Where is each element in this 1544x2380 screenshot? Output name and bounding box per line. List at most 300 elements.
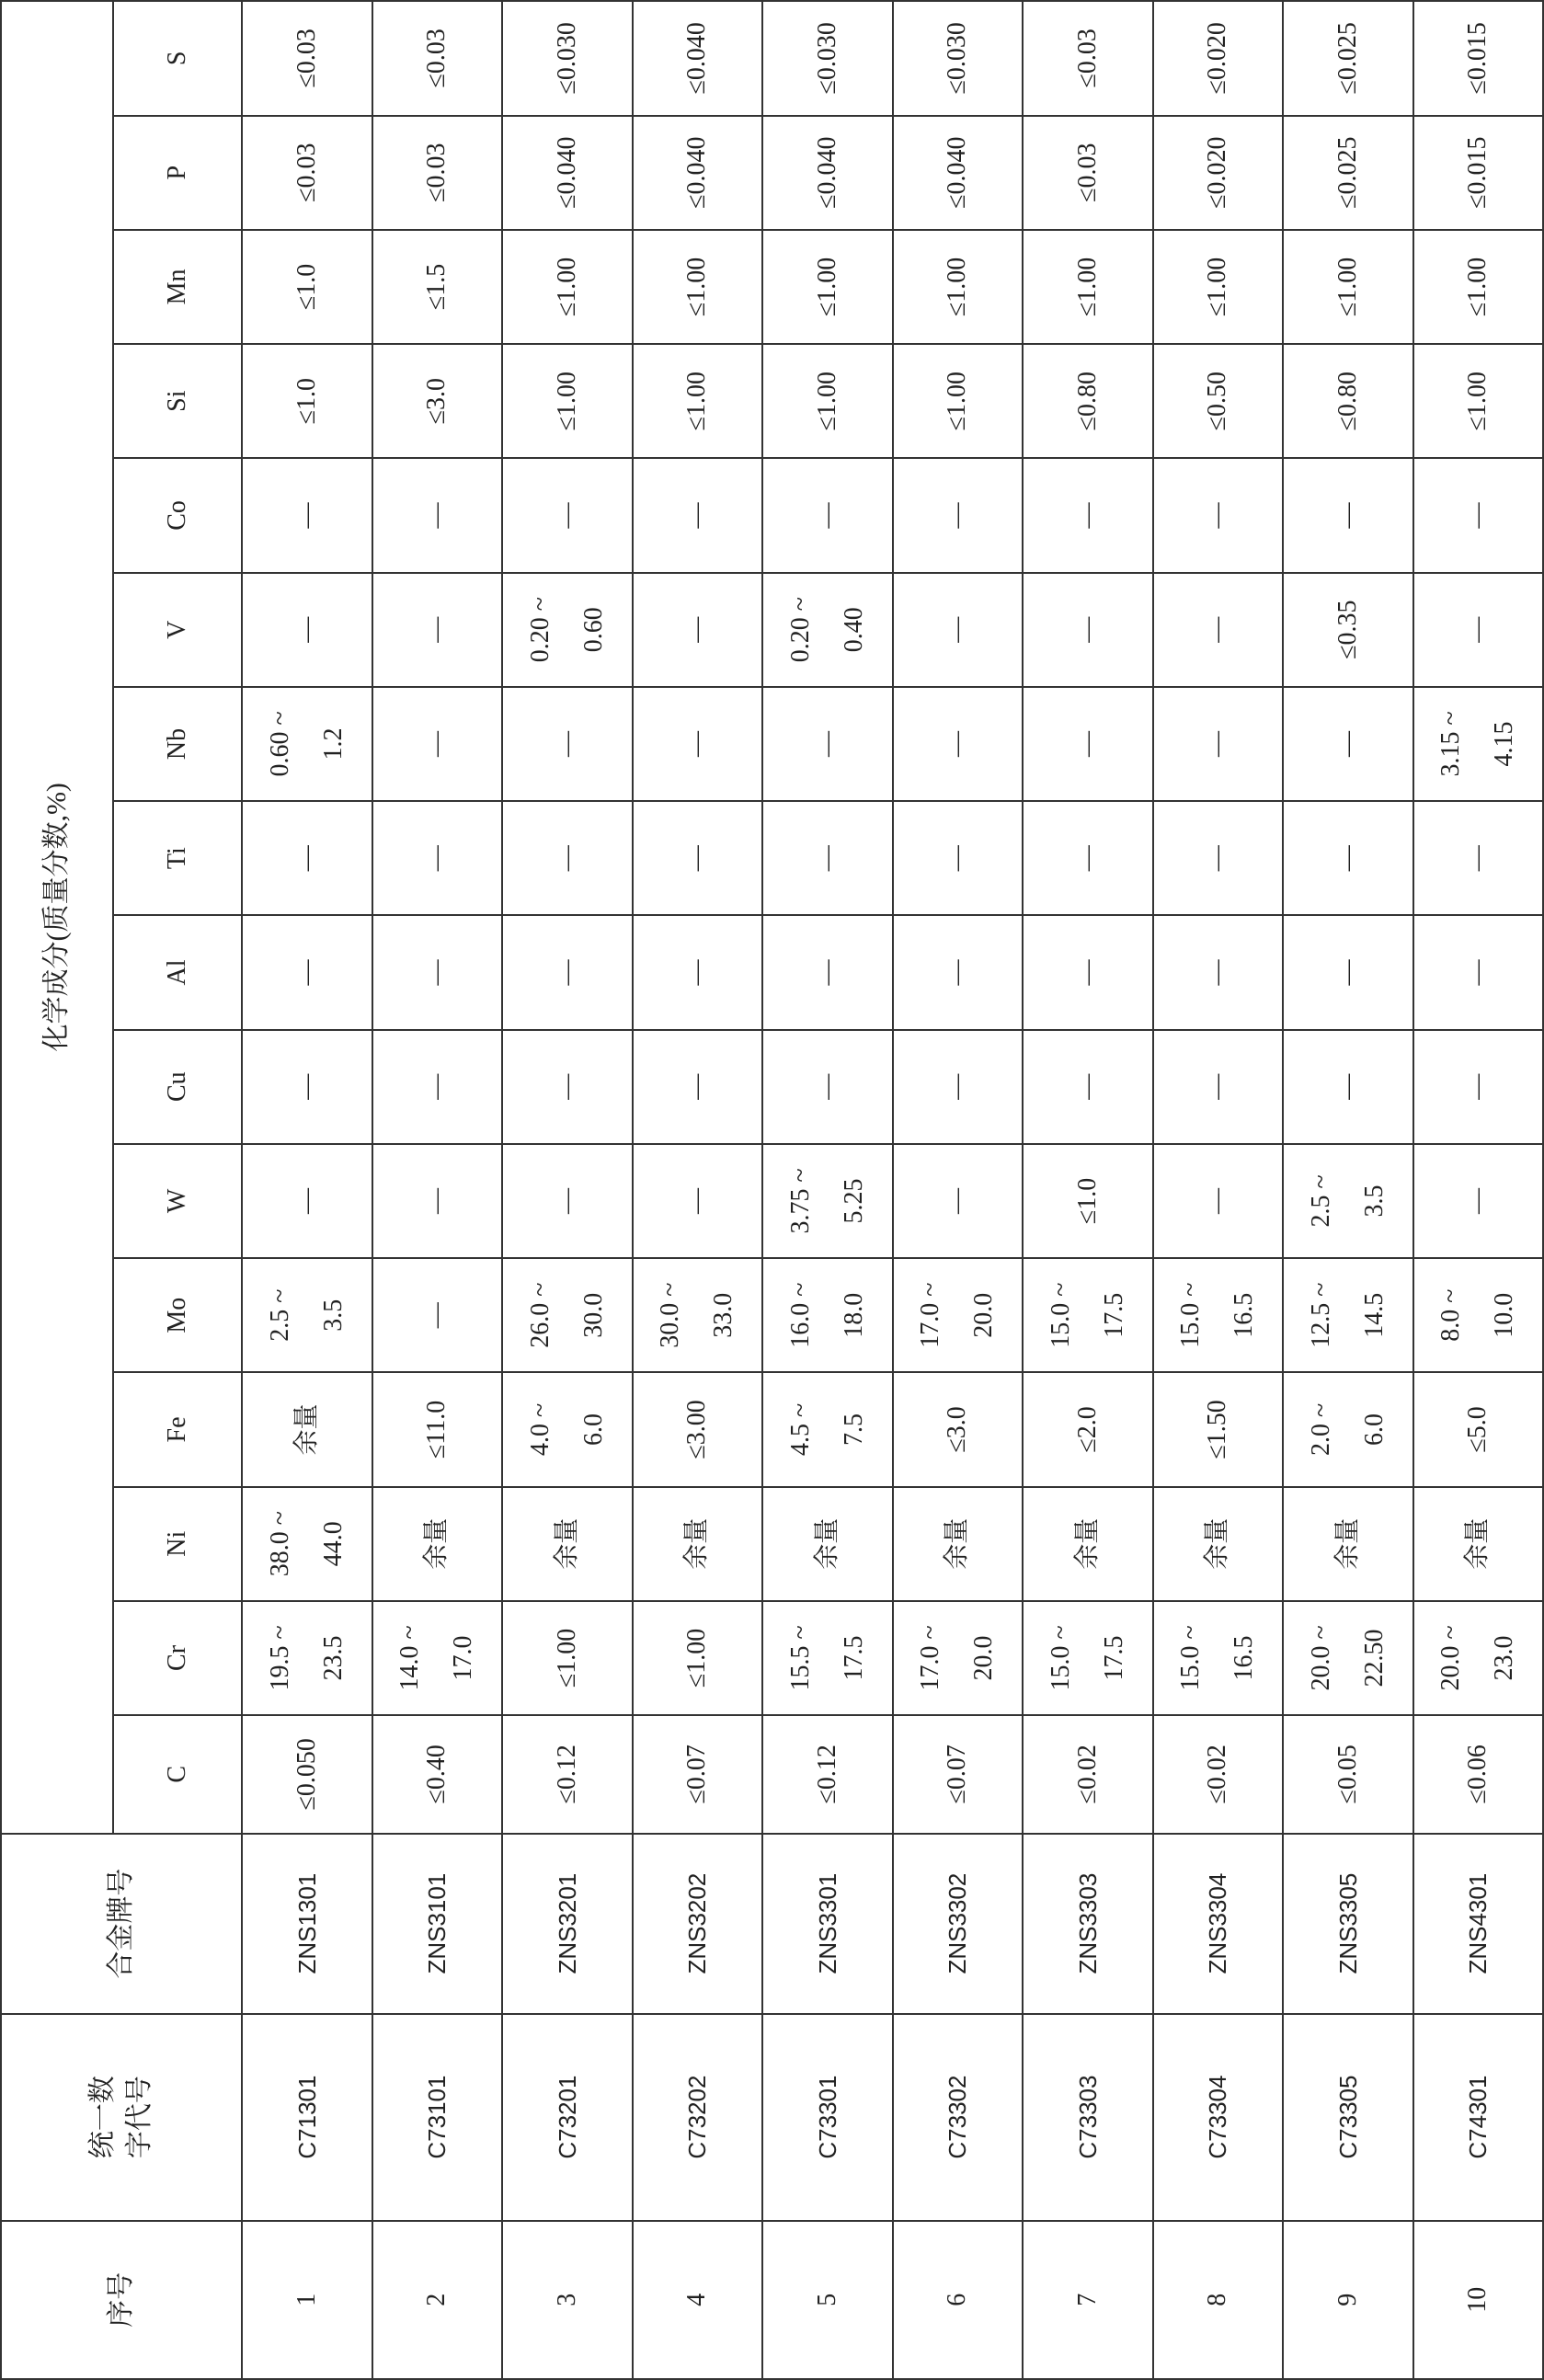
- cell-value: ≤0.50: [1203, 372, 1232, 431]
- cell-nb: [372, 687, 503, 801]
- cell-value: —: [943, 959, 972, 986]
- cell-value: ≤0.050: [292, 1738, 321, 1811]
- cell-value: ≤1.00: [1463, 257, 1493, 317]
- cell-mn: [1023, 230, 1153, 344]
- cell-value: 17.0: [449, 1635, 478, 1681]
- cell-value: 0.20 ~: [525, 597, 555, 663]
- cell-value: 22.50: [1359, 1629, 1389, 1688]
- cell-al: [1023, 915, 1153, 1029]
- cell-al: [1153, 915, 1284, 1029]
- cell-p: [1413, 116, 1544, 230]
- row-seq: 6: [893, 2221, 1024, 2379]
- row-seq: 10: [1413, 2221, 1544, 2379]
- cell-value: ≤1.00: [812, 257, 841, 317]
- cell-si: [762, 344, 893, 458]
- row-seq: 7: [1023, 2221, 1153, 2379]
- cell-v: [1283, 573, 1413, 687]
- cell-value: —: [1203, 845, 1232, 872]
- cell-nb: [1023, 687, 1153, 801]
- cell-value: —: [812, 730, 841, 757]
- cell-value: 3.75 ~: [785, 1168, 815, 1234]
- cell-mn: [502, 230, 633, 344]
- cell-ti: [1413, 801, 1544, 915]
- cell-value: —: [422, 1187, 452, 1214]
- table-row: [502, 1, 633, 2379]
- cell-mn: [1283, 230, 1413, 344]
- cell-value: ≤0.03: [292, 29, 321, 88]
- cell-value: 17.0 ~: [916, 1625, 945, 1691]
- cell-fe: [242, 1372, 372, 1486]
- cell-value: —: [1072, 502, 1102, 529]
- cell-ni: [502, 1487, 633, 1601]
- cell-value: 10.0: [1490, 1292, 1519, 1338]
- cell-w: [502, 1144, 633, 1258]
- cell-nb: [242, 687, 372, 801]
- cell-value: —: [1203, 616, 1232, 643]
- cell-value: 余量: [812, 1517, 841, 1570]
- header-element-ni: Ni: [113, 1487, 242, 1601]
- cell-value: —: [1203, 502, 1232, 529]
- cell-value: —: [552, 1073, 581, 1100]
- cell-mo: [1283, 1258, 1413, 1372]
- cell-value: —: [682, 1073, 712, 1100]
- cell-al: [242, 915, 372, 1029]
- cell-value: 余量: [682, 1517, 712, 1570]
- cell-value: ≤0.020: [1203, 22, 1232, 95]
- cell-co: [242, 458, 372, 572]
- header-element-ti: Ti: [113, 801, 242, 915]
- header-seq: 序号: [1, 2221, 242, 2379]
- cell-value: 26.0 ~: [525, 1282, 555, 1348]
- cell-s: [1023, 1, 1153, 116]
- cell-co: [1413, 458, 1544, 572]
- cell-value: 20.0 ~: [1436, 1625, 1466, 1691]
- cell-s: [633, 1, 763, 116]
- cell-value: 15.0 ~: [1046, 1282, 1075, 1348]
- cell-w: [893, 1144, 1024, 1258]
- cell-mn: [633, 230, 763, 344]
- row-grade: ZNS3304: [1153, 1834, 1284, 2014]
- cell-value: ≤1.00: [1463, 372, 1493, 431]
- cell-cr: [893, 1601, 1024, 1715]
- header-element-p: P: [113, 116, 242, 230]
- cell-s: [1413, 1, 1544, 116]
- row-code: C73202: [633, 2014, 763, 2221]
- cell-value: —: [422, 1073, 452, 1100]
- header-code-line: 字代号: [124, 2076, 154, 2159]
- cell-value: ≤11.0: [422, 1400, 452, 1459]
- cell-value: 2.5 ~: [1306, 1174, 1335, 1228]
- cell-value: 33.0: [709, 1292, 738, 1338]
- cell-al: [762, 915, 893, 1029]
- cell-value: ≤0.07: [682, 1745, 712, 1804]
- cell-value: —: [1463, 502, 1493, 529]
- cell-ni: [1413, 1487, 1544, 1601]
- cell-cu: [1023, 1030, 1153, 1144]
- cell-value: 0.20 ~: [785, 597, 815, 663]
- cell-value: —: [682, 730, 712, 757]
- row-seq: 1: [242, 2221, 372, 2379]
- cell-value: —: [422, 730, 452, 757]
- cell-value: ≤0.015: [1463, 136, 1493, 209]
- cell-cu: [762, 1030, 893, 1144]
- cell-value: 18.0: [839, 1292, 868, 1338]
- table-row: [1153, 1, 1284, 2379]
- cell-value: —: [1332, 730, 1362, 757]
- cell-value: 余量: [422, 1517, 452, 1570]
- cell-value: 15.0 ~: [1176, 1282, 1206, 1348]
- cell-al: [372, 915, 503, 1029]
- cell-co: [502, 458, 633, 572]
- header-element-w: W: [113, 1144, 242, 1258]
- cell-value: 0.60: [578, 607, 608, 653]
- cell-value: ≤1.0: [292, 263, 321, 311]
- cell-mo: [502, 1258, 633, 1372]
- cell-value: 38.0 ~: [265, 1511, 294, 1577]
- cell-value: —: [1203, 730, 1232, 757]
- header-element-co: Co: [113, 458, 242, 572]
- cell-mo: [893, 1258, 1024, 1372]
- cell-value: ≤0.030: [552, 22, 581, 95]
- cell-value: ≤5.0: [1463, 1406, 1493, 1453]
- cell-value: —: [422, 845, 452, 872]
- cell-ni: [1023, 1487, 1153, 1601]
- table-row: [1413, 1, 1544, 2379]
- cell-v: [502, 573, 633, 687]
- cell-value: 1.2: [318, 727, 348, 761]
- row-seq: 2: [372, 2221, 503, 2379]
- cell-value: 14.5: [1359, 1292, 1389, 1338]
- row-code: C71301: [242, 2014, 372, 2221]
- cell-p: [1283, 116, 1413, 230]
- cell-cu: [242, 1030, 372, 1144]
- cell-value: —: [292, 845, 321, 872]
- row-grade: ZNS4301: [1413, 1834, 1544, 2014]
- cell-fe: [372, 1372, 503, 1486]
- cell-value: ≤3.0: [422, 378, 452, 425]
- cell-si: [372, 344, 503, 458]
- cell-value: 16.5: [1229, 1635, 1259, 1681]
- cell-v: [1413, 573, 1544, 687]
- cell-p: [1023, 116, 1153, 230]
- cell-ti: [633, 801, 763, 915]
- cell-nb: [502, 687, 633, 801]
- header-grade: 合金牌号: [1, 1834, 242, 2014]
- cell-value: ≤1.00: [682, 257, 712, 317]
- cell-value: 5.25: [839, 1178, 868, 1224]
- table-row: [242, 1, 372, 2379]
- cell-fe: [1153, 1372, 1284, 1486]
- cell-fe: [1283, 1372, 1413, 1486]
- cell-si: [1023, 344, 1153, 458]
- cell-v: [1023, 573, 1153, 687]
- header-element-cu: Cu: [113, 1030, 242, 1144]
- row-grade: ZNS3302: [893, 1834, 1024, 2014]
- cell-v: [372, 573, 503, 687]
- cell-value: —: [422, 502, 452, 529]
- cell-value: 20.0 ~: [1306, 1625, 1335, 1691]
- cell-value: ≤0.040: [943, 136, 972, 209]
- cell-value: —: [292, 959, 321, 986]
- cell-value: ≤1.00: [552, 257, 581, 317]
- cell-s: [502, 1, 633, 116]
- cell-value: ≤0.35: [1332, 600, 1362, 659]
- cell-cr: [762, 1601, 893, 1715]
- cell-ni: [242, 1487, 372, 1601]
- cell-mo: [762, 1258, 893, 1372]
- row-code: C73302: [893, 2014, 1024, 2221]
- cell-value: ≤0.02: [1203, 1745, 1232, 1804]
- row-seq: 5: [762, 2221, 893, 2379]
- cell-value: 3.5: [318, 1299, 348, 1332]
- cell-value: 0.40: [839, 607, 868, 653]
- cell-cr: [242, 1601, 372, 1715]
- cell-value: —: [943, 730, 972, 757]
- cell-value: ≤0.025: [1332, 22, 1362, 95]
- cell-w: [633, 1144, 763, 1258]
- cell-ti: [1283, 801, 1413, 915]
- row-grade: ZNS1301: [242, 1834, 372, 2014]
- cell-value: —: [292, 1073, 321, 1100]
- cell-value: —: [682, 845, 712, 872]
- row-grade: ZNS3303: [1023, 1834, 1153, 2014]
- cell-si: [893, 344, 1024, 458]
- cell-p: [893, 116, 1024, 230]
- cell-ni: [762, 1487, 893, 1601]
- cell-value: 23.0: [1490, 1635, 1519, 1681]
- cell-value: —: [1072, 845, 1102, 872]
- header-element-v: V: [113, 573, 242, 687]
- cell-value: —: [943, 502, 972, 529]
- cell-cr: [502, 1601, 633, 1715]
- cell-value: —: [812, 959, 841, 986]
- row-code: C73304: [1153, 2014, 1284, 2221]
- cell-co: [1023, 458, 1153, 572]
- cell-value: ≤0.03: [1072, 143, 1102, 202]
- cell-ti: [1023, 801, 1153, 915]
- cell-value: —: [422, 616, 452, 643]
- cell-cr: [1023, 1601, 1153, 1715]
- cell-ti: [372, 801, 503, 915]
- cell-value: 2.0 ~: [1306, 1402, 1335, 1457]
- cell-value: 30.0: [578, 1292, 608, 1338]
- cell-co: [372, 458, 503, 572]
- cell-si: [633, 344, 763, 458]
- cell-p: [242, 116, 372, 230]
- cell-value: ≤0.030: [812, 22, 841, 95]
- cell-value: ≤0.03: [422, 29, 452, 88]
- cell-value: 6.0: [1359, 1413, 1389, 1446]
- cell-c: [893, 1715, 1024, 1834]
- cell-value: 余量: [1072, 1517, 1102, 1570]
- cell-value: —: [552, 1187, 581, 1214]
- cell-value: ≤0.80: [1332, 372, 1362, 431]
- cell-value: ≤3.0: [943, 1406, 972, 1453]
- cell-mn: [1153, 230, 1284, 344]
- cell-fe: [1023, 1372, 1153, 1486]
- cell-cu: [1283, 1030, 1413, 1144]
- cell-value: 44.0: [318, 1521, 348, 1567]
- cell-value: ≤1.0: [1072, 1177, 1102, 1225]
- table-row: [762, 1, 893, 2379]
- cell-value: 余量: [1203, 1517, 1232, 1570]
- cell-value: ≤3.00: [682, 1400, 712, 1459]
- cell-value: —: [1463, 959, 1493, 986]
- cell-value: 0.60 ~: [265, 711, 294, 777]
- cell-value: ≤0.040: [812, 136, 841, 209]
- cell-ti: [893, 801, 1024, 915]
- cell-value: —: [1203, 1073, 1232, 1100]
- header-element-al: Al: [113, 915, 242, 1029]
- cell-value: ≤0.040: [682, 22, 712, 95]
- cell-mn: [372, 230, 503, 344]
- cell-value: —: [1072, 730, 1102, 757]
- cell-value: —: [292, 616, 321, 643]
- cell-value: —: [682, 1187, 712, 1214]
- cell-c: [633, 1715, 763, 1834]
- header-element-si: Si: [113, 344, 242, 458]
- cell-value: 17.0 ~: [916, 1282, 945, 1348]
- cell-value: 4.0 ~: [525, 1402, 555, 1457]
- cell-value: —: [292, 1187, 321, 1214]
- row-grade: ZNS3305: [1283, 1834, 1413, 2014]
- cell-al: [1413, 915, 1544, 1029]
- cell-p: [762, 116, 893, 230]
- cell-c: [1023, 1715, 1153, 1834]
- cell-mn: [242, 230, 372, 344]
- cell-value: —: [552, 959, 581, 986]
- cell-w: [1023, 1144, 1153, 1258]
- cell-value: —: [1072, 1073, 1102, 1100]
- cell-mo: [1023, 1258, 1153, 1372]
- header-element-s: S: [113, 1, 242, 116]
- cell-value: 15.0 ~: [1046, 1625, 1075, 1691]
- cell-nb: [1413, 687, 1544, 801]
- cell-p: [1153, 116, 1284, 230]
- cell-value: ≤0.80: [1072, 372, 1102, 431]
- cell-value: 2.5 ~: [265, 1288, 294, 1342]
- cell-value: ≤2.0: [1072, 1406, 1102, 1453]
- cell-value: 20.0: [969, 1635, 999, 1681]
- cell-value: ≤1.00: [943, 372, 972, 431]
- cell-c: [372, 1715, 503, 1834]
- cell-value: ≤0.40: [422, 1745, 452, 1804]
- cell-cu: [633, 1030, 763, 1144]
- row-code: C73301: [762, 2014, 893, 2221]
- cell-mo: [372, 1258, 503, 1372]
- cell-value: ≤1.00: [682, 372, 712, 431]
- cell-cu: [1413, 1030, 1544, 1144]
- header-element-nb: Nb: [113, 687, 242, 801]
- cell-value: —: [1332, 959, 1362, 986]
- cell-value: 6.0: [578, 1413, 608, 1446]
- cell-value: —: [943, 1187, 972, 1214]
- cell-value: —: [292, 502, 321, 529]
- cell-value: —: [1463, 845, 1493, 872]
- cell-value: 20.0: [969, 1292, 999, 1338]
- row-code: C73303: [1023, 2014, 1153, 2221]
- header-element-fe: Fe: [113, 1372, 242, 1486]
- cell-al: [502, 915, 633, 1029]
- header-element-c: C: [113, 1715, 242, 1834]
- cell-ti: [242, 801, 372, 915]
- cell-c: [1153, 1715, 1284, 1834]
- cell-value: —: [943, 845, 972, 872]
- cell-cr: [633, 1601, 763, 1715]
- cell-c: [762, 1715, 893, 1834]
- cell-value: ≤1.00: [943, 257, 972, 317]
- cell-value: ≤1.00: [552, 372, 581, 431]
- cell-w: [1413, 1144, 1544, 1258]
- cell-si: [502, 344, 633, 458]
- cell-value: ≤1.50: [1203, 1400, 1232, 1459]
- cell-c: [502, 1715, 633, 1834]
- cell-co: [762, 458, 893, 572]
- cell-mn: [893, 230, 1024, 344]
- cell-fe: [893, 1372, 1024, 1486]
- cell-si: [1413, 344, 1544, 458]
- cell-c: [1283, 1715, 1413, 1834]
- cell-si: [242, 344, 372, 458]
- table-body: [242, 1, 1543, 2379]
- cell-v: [1153, 573, 1284, 687]
- header-element-mo: Mo: [113, 1258, 242, 1372]
- cell-v: [893, 573, 1024, 687]
- cell-value: ≤0.02: [1072, 1745, 1102, 1804]
- cell-value: —: [682, 502, 712, 529]
- cell-ni: [893, 1487, 1024, 1601]
- cell-mn: [1413, 230, 1544, 344]
- cell-value: ≤1.00: [1332, 257, 1362, 317]
- cell-w: [1153, 1144, 1284, 1258]
- cell-value: —: [1463, 616, 1493, 643]
- cell-co: [893, 458, 1024, 572]
- cell-value: —: [812, 845, 841, 872]
- cell-value: 30.0 ~: [656, 1282, 685, 1348]
- cell-cu: [1153, 1030, 1284, 1144]
- cell-p: [633, 116, 763, 230]
- cell-w: [372, 1144, 503, 1258]
- cell-mo: [633, 1258, 763, 1372]
- cell-co: [1153, 458, 1284, 572]
- cell-value: ≤1.00: [1072, 257, 1102, 317]
- cell-cu: [372, 1030, 503, 1144]
- cell-ni: [1283, 1487, 1413, 1601]
- cell-cu: [893, 1030, 1024, 1144]
- cell-value: ≤0.030: [943, 22, 972, 95]
- cell-value: —: [1332, 502, 1362, 529]
- cell-ni: [1153, 1487, 1284, 1601]
- cell-s: [242, 1, 372, 116]
- cell-value: 16.5: [1229, 1292, 1259, 1338]
- cell-value: ≤0.06: [1463, 1745, 1493, 1804]
- cell-value: 余量: [943, 1517, 972, 1570]
- cell-si: [1283, 344, 1413, 458]
- cell-value: 4.15: [1490, 721, 1519, 767]
- cell-ni: [372, 1487, 503, 1601]
- table-row: [372, 1, 503, 2379]
- table-row: [893, 1, 1024, 2379]
- cell-fe: [502, 1372, 633, 1486]
- cell-si: [1153, 344, 1284, 458]
- cell-value: —: [682, 959, 712, 986]
- cell-value: —: [552, 845, 581, 872]
- cell-value: ≤0.020: [1203, 136, 1232, 209]
- cell-cr: [1283, 1601, 1413, 1715]
- cell-value: 4.5 ~: [785, 1402, 815, 1457]
- cell-value: —: [1463, 1073, 1493, 1100]
- table-row: [633, 1, 763, 2379]
